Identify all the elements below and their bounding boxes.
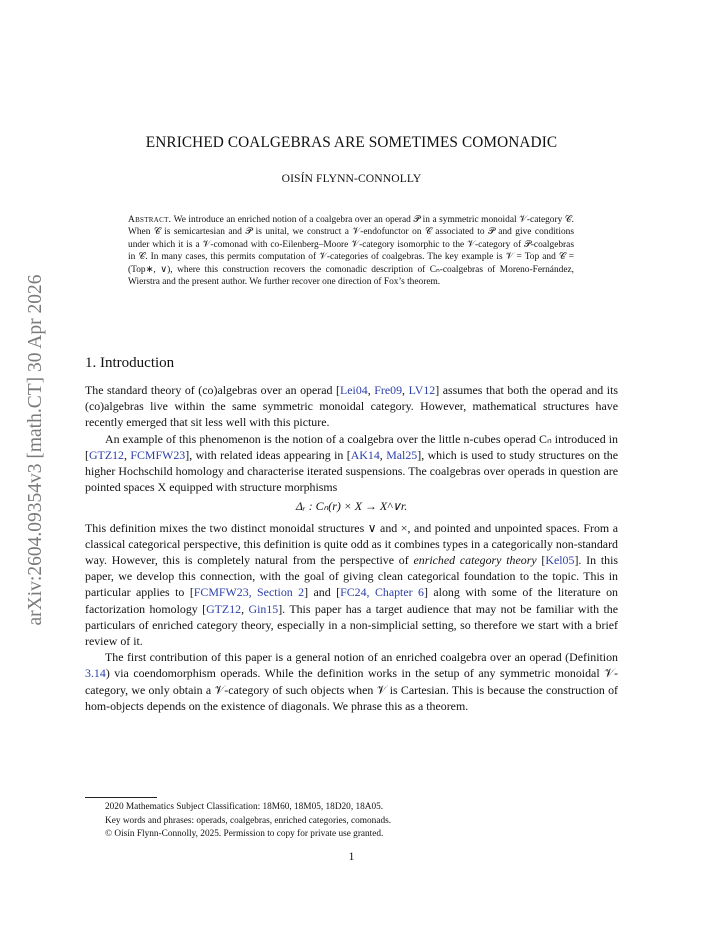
citation-link[interactable]: Gin15 [248, 601, 279, 616]
text-run: This definition mixes the two distinct monoidal structures ∨ and ×, and pointed and unpointed spaces. From a classical categorical perspective, this definition is quite odd as it combines types in a categorically non-standard way. However, this is completely natural from the perspective of [85, 520, 618, 568]
text-run: ], which is used to study structures on the higher Hochschild homology and characterise iterated suspensions. The coalgebras over operads in question are pointed spaces X equipped with structure morphisms [85, 447, 618, 495]
text-run: , [123, 447, 131, 462]
text-run: The first contribution of this paper is a general notion of an enriched coalgebra over an operad (Definition [105, 650, 618, 665]
citation-link[interactable]: AK14 [350, 447, 380, 462]
footnote-divider [85, 797, 157, 798]
text-run: ], with related ideas appearing in [ [185, 447, 351, 462]
page-number: 1 [348, 851, 355, 863]
footnote-copyright: © Oisín Flynn-Connolly, 2025. Permission to copy for private use granted. [105, 829, 384, 840]
section-title: Introduction [100, 355, 175, 371]
text-run: [ [536, 553, 546, 568]
section-number: 1. [85, 355, 97, 371]
body-text [85, 382, 618, 714]
paragraph-3 [85, 520, 618, 650]
paper-author: OISÍN FLYNN-CONNOLLY [281, 172, 422, 185]
text-run: An example of this phenomenon is the notion of a coalgebra over the little n-cubes operad Cₙ introduced in [ [85, 431, 618, 462]
paragraph-2 [85, 431, 618, 496]
text-run: The standard theory of (co)algebras over an operad [ [85, 383, 340, 397]
emphasis: enriched category theory [413, 553, 537, 568]
paragraph-1 [85, 382, 618, 431]
paragraph-4 [85, 649, 618, 714]
citation-link[interactable]: Kel05 [545, 553, 575, 568]
paper-title: ENRICHED COALGEBRAS ARE SOMETIMES COMONADIC [145, 134, 558, 151]
abstract [128, 214, 574, 288]
footnote-msc: 2020 Mathematics Subject Classification: 18M60, 18M05, 18D20, 18A05. [105, 802, 384, 812]
citation-link[interactable]: Lei04 [339, 383, 368, 397]
text-run: , [241, 601, 249, 616]
citation-link[interactable]: FC24, Chapter 6 [340, 585, 424, 600]
citation-link[interactable]: Fre09 [374, 383, 403, 397]
text-run: ] and [ [304, 585, 341, 600]
definition-link[interactable]: 3.14 [85, 666, 106, 681]
arxiv-identifier [20, 240, 52, 660]
citation-link[interactable]: FCMFW23 [130, 447, 186, 462]
abstract-text: We introduce an enriched notion of a coalgebra over an operad 𝒫 in a symmetric monoidal 𝒱-category 𝒞. When 𝒞 is semicartesian and 𝒫 is unital, we construct a 𝒱-endofunctor on 𝒞 associated to 𝒫 and give conditions under which it is a 𝒱-comonad with co-Eilenberg–Moore 𝒱-category isomorphic to the 𝒱-category of 𝒫-coalgebras in 𝒞. In many cases, this permits computation of 𝒱-categories of coalgebras. The key example is 𝒱 = Top and 𝒞 = (Top∗, ∨), where this construction recovers the comonadic description of Cₙ-coalgebras of Moreno-Fernández, Wierstra and the present author. We further recover one direction of Fox’s theorem. [128, 215, 574, 288]
section-heading [85, 355, 174, 372]
arxiv-identifier-text: arXiv:2604.09354v3 [math.CT] 30 Apr 2026 [25, 274, 46, 626]
text-run: ] along with some of the literature on factorization homology [ [85, 585, 618, 616]
citation-link[interactable]: LV12 [408, 383, 436, 397]
text-run: ] assumes that both the operad and its (co)algebras live within the same symmetric monoidal category. However, mathematical structures have recently emerged that sit less well with this picture. [85, 383, 619, 430]
text-run: , [379, 447, 387, 462]
footnote-keywords: Key words and phrases: operads, coalgebras, enriched categories, comonads. [105, 815, 392, 826]
text-run: , [367, 383, 375, 397]
footnotes [105, 801, 391, 842]
citation-link[interactable]: GTZ12 [88, 447, 124, 462]
text-run: , [402, 383, 409, 397]
text-run: ]. In this paper, we develop this connection, with the goal of giving clean categorical foundation to the topic. This in particular applies to [ [85, 553, 619, 600]
citation-link[interactable]: Mal25 [386, 447, 418, 462]
display-equation: Δᵣ : Cₙ(r) × X → X^∨r. [295, 499, 408, 514]
text-run: ) via coendomorphism operads. While the definition works in the setup of any symmetric monoidal 𝒱-category, we only obtain a 𝒱-category of such objects when 𝒱 is Cartesian. This is because the construction of hom-objects depends on the existence of diagonals. We phrase this as a theorem. [85, 666, 618, 713]
citation-link[interactable]: FCMFW23, Section 2 [193, 585, 305, 600]
abstract-label: Abstract. [128, 215, 172, 225]
text-run: ]. This paper has a target audience that may not be familiar with the particulars of enriched category theory, especially in a non-simplicial setting, so therefore we start with a brief review of it. [85, 601, 618, 649]
citation-link[interactable]: GTZ12 [206, 601, 242, 616]
